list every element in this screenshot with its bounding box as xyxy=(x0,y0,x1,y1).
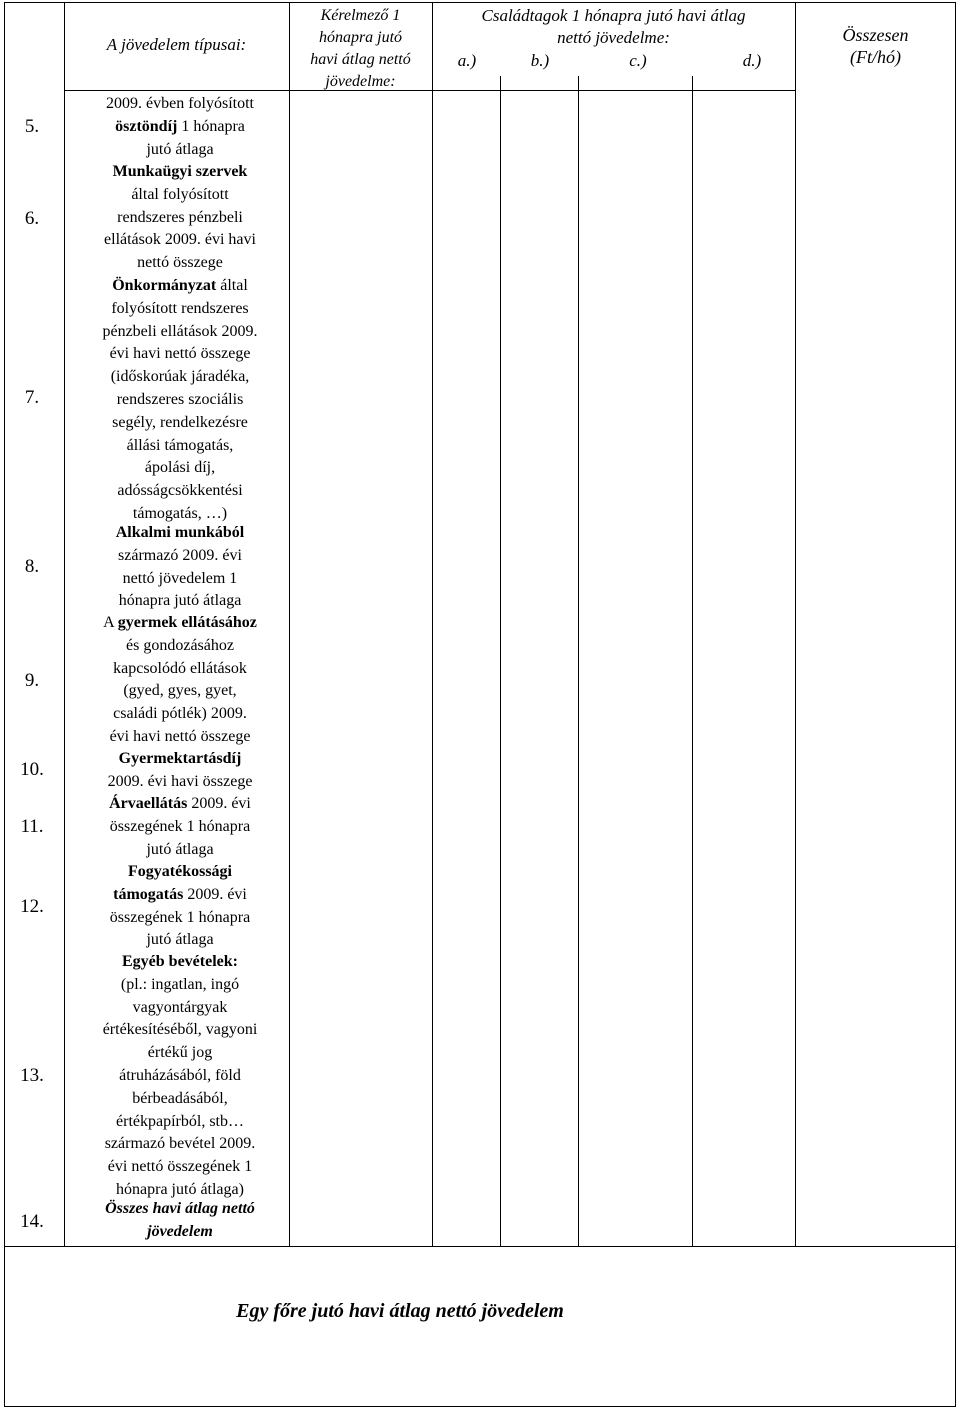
income-type-line: értékpapírból, stb… xyxy=(116,1112,244,1130)
income-type-line: Munkaügyi szervek xyxy=(112,163,248,180)
income-type-10 xyxy=(68,748,292,794)
income-type-line: nettó összege xyxy=(137,254,223,272)
type-column-header: A jövedelem típusai: xyxy=(106,35,247,54)
income-type-line: folyósított rendszeres xyxy=(111,299,249,317)
income-type-line: ápolási díj, xyxy=(144,459,216,477)
income-type-line: hónapra jutó átlaga) xyxy=(116,1180,244,1198)
income-type-line: évi nettó összegének 1 xyxy=(107,1158,253,1176)
income-type-line: 2009. évben folyósított xyxy=(106,95,254,112)
income-type-13 xyxy=(68,951,292,1202)
income-type-line: évi havi nettó összege xyxy=(109,727,251,745)
income-type-line: bérbeadásából, xyxy=(132,1089,228,1107)
income-type-6 xyxy=(68,161,292,275)
income-type-line: átruházásából, föld xyxy=(119,1066,241,1084)
income-type-line: kapcsolódó ellátások xyxy=(113,659,247,677)
income-type-line: Alkalmi munkából xyxy=(115,524,245,541)
income-type-line: Összes havi átlag nettó xyxy=(105,1200,255,1217)
row-number: 14. xyxy=(20,1211,44,1232)
income-type-line: adósságcsökkentési xyxy=(117,482,243,500)
income-type-line: származó bevétel 2009. xyxy=(104,1135,256,1153)
applicant-header-line: hónapra jutó xyxy=(318,29,403,46)
income-type-line: ellátások 2009. évi havi xyxy=(104,231,256,249)
row-number: 7. xyxy=(24,387,40,408)
income-type-line: állási támogatás, xyxy=(126,436,234,454)
income-type-line: vagyontárgyak xyxy=(132,998,228,1016)
family-member-d: d.) xyxy=(742,51,762,70)
income-type-8 xyxy=(68,522,292,613)
income-type-line: jövedelem xyxy=(147,1222,213,1240)
total-header-line: Összesen xyxy=(842,25,909,45)
applicant-header-line: jövedelme: xyxy=(325,73,396,90)
income-type-line: A gyermek ellátásához xyxy=(103,614,257,631)
applicant-header-line: Kérelmező 1 xyxy=(320,7,401,24)
income-type-11 xyxy=(68,793,292,861)
col-divider-b xyxy=(578,76,579,1246)
income-type-line: Önkormányzat által xyxy=(112,277,248,294)
income-type-line: (pl.: ingatlan, ingó xyxy=(120,975,240,993)
income-type-7 xyxy=(68,275,292,526)
family-member-b: b.) xyxy=(530,51,550,70)
row-number: 13. xyxy=(20,1065,44,1086)
income-type-line: által folyósított xyxy=(131,185,229,203)
row-number: 12. xyxy=(20,896,44,917)
income-type-line: Gyermektartásdíj xyxy=(118,750,242,767)
income-type-line: értékesítéséből, vagyoni xyxy=(102,1021,258,1039)
income-type-line: nettó jövedelem 1 xyxy=(122,569,238,587)
income-type-line: származó 2009. évi xyxy=(118,546,242,564)
income-type-line: évi havi nettó összege xyxy=(109,345,251,363)
income-type-line: segély, rendelkezésre xyxy=(112,413,248,431)
income-type-12 xyxy=(68,861,292,952)
col-divider-family xyxy=(795,2,796,1246)
income-type-line: Egyéb bevételek: xyxy=(122,953,238,970)
income-type-line: (időskorúak járadéka, xyxy=(110,368,250,386)
family-header-line: nettó jövedelme: xyxy=(557,28,670,47)
row-number: 11. xyxy=(20,816,44,837)
income-type-line: családi pótlék) 2009. xyxy=(113,705,247,723)
income-type-line: támogatás, …) xyxy=(132,504,228,522)
applicant-column-header xyxy=(289,5,432,93)
income-type-line: (gyed, gyes, gyet, xyxy=(123,682,237,700)
row-number: 5. xyxy=(24,116,40,137)
row-number: 9. xyxy=(24,670,40,691)
family-header-line: Családtagok 1 hónapra jutó havi átlag xyxy=(481,6,746,25)
total-header-line: (Ft/hó) xyxy=(850,47,901,67)
income-type-line: ösztöndíj 1 hónapra xyxy=(115,117,245,135)
income-type-line: pénzbeli ellátások 2009. xyxy=(102,322,258,340)
income-type-line: Fogyatékossági xyxy=(128,863,232,880)
income-type-line: jutó átlaga xyxy=(146,931,214,949)
income-type-line: összegének 1 hónapra xyxy=(109,817,251,835)
income-type-line: összegének 1 hónapra xyxy=(109,908,251,926)
per-capita-income-label: Egy főre jutó havi átlag nettó jövedelem xyxy=(236,1300,564,1322)
row-number: 10. xyxy=(20,759,44,780)
row-number: 8. xyxy=(24,556,40,577)
total-column-header xyxy=(795,24,956,68)
family-member-c: c.) xyxy=(629,51,647,70)
income-type-line: 2009. évi havi összege xyxy=(107,772,253,790)
income-type-line: rendszeres szociális xyxy=(116,390,244,408)
col-divider-c xyxy=(692,76,693,1246)
col-divider-a xyxy=(500,76,501,1246)
table-bottom-line xyxy=(4,1246,956,1247)
col-divider-applicant xyxy=(432,2,433,1246)
income-type-line: rendszeres pénzbeli xyxy=(117,208,243,226)
row-number: 6. xyxy=(24,208,40,229)
family-member-a: a.) xyxy=(457,51,477,70)
income-type-9 xyxy=(68,612,292,749)
col-divider-num xyxy=(64,2,65,1246)
income-type-line: támogatás 2009. évi xyxy=(113,885,247,903)
income-type-5 xyxy=(68,93,292,161)
income-type-line: jutó átlaga xyxy=(146,140,214,158)
income-type-line: jutó átlaga xyxy=(146,840,214,858)
income-type-14 xyxy=(68,1198,292,1244)
income-type-line: hónapra jutó átlaga xyxy=(118,592,242,610)
applicant-header-line: havi átlag nettó xyxy=(310,51,411,68)
income-type-line: és gondozásához xyxy=(126,636,234,654)
income-type-line: értékű jog xyxy=(147,1044,213,1062)
income-type-line: Árvaellátás 2009. évi xyxy=(109,795,251,812)
family-column-header xyxy=(432,5,795,49)
